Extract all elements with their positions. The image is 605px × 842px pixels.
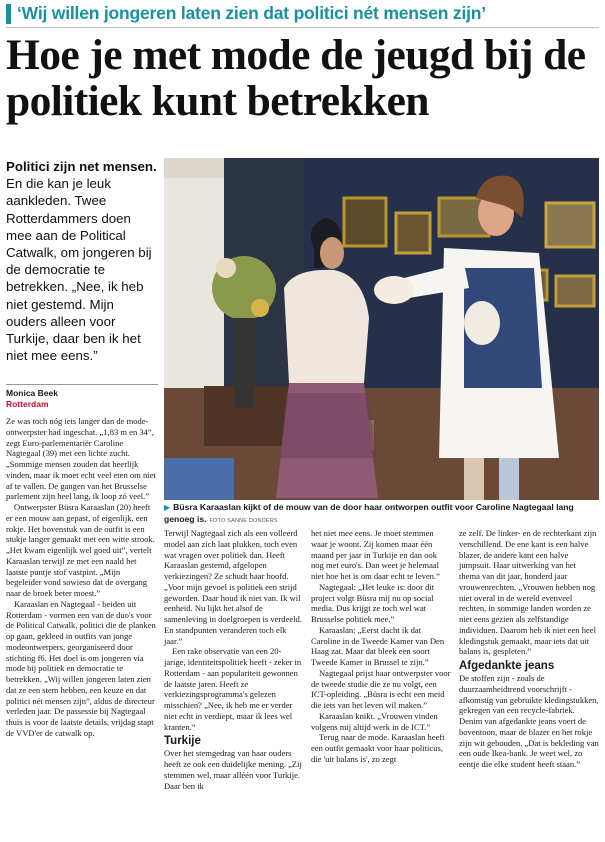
article-photo [164, 158, 599, 500]
byline-place: Rotterdam [6, 399, 49, 409]
caption-marker-icon: ▶ [164, 503, 171, 512]
intro [6, 158, 158, 364]
photo-illustration [164, 158, 599, 500]
paragraph: het niet mee eens. Je moet stemmen waar je woont. Zij komen maar één maand per jaar in Turkije en dan ook nog met euro's. Dan weet je helemaal niet hoe het is om daar echt te leven.” [311, 528, 440, 581]
byline [6, 384, 158, 410]
headline: Hoe je met mode de jeugd bij de politiek kunt betrekken [6, 31, 586, 125]
paragraph: Een rake observatie van een 20-jarige, identiteitspolitiek heeft - zeker in Rotterdam - aan populariteit gewonnen de laatste jaren. Heeft ze verkiezingsprogramma's gelezen misschien? „Nee, ik heb me er verder niet echt in verdiept, maar ik lees wel kranten.” [164, 646, 302, 732]
paragraph: Karaaslan knikt. „Vrouwen vinden volgens mij altijd werk in de ICT.” [311, 710, 438, 732]
paragraph: De stoffen zijn - zoals de duurzaamheidtrend voorschrijft - afkomstig van gebruikte kledingstukken, gekregen van een recycle-fabriek. Denim van afgedankte jeans voert de boventoon, maar de blazer en het rokje zijn wit gebouden. „Dat is bekleding van een oude Ikea-bank. Je weet wel, zo eentje die elke student heeft staan.” [459, 673, 599, 769]
intro-lead: Politici zijn net mensen. [6, 159, 157, 174]
kicker-accent [6, 4, 11, 24]
byline-author: Monica Beek [6, 388, 58, 398]
paragraph: Nagtegaal prijst haar ontwerpster voor de tweede studie die ze nu volgt, een ICT-opleiding. „Büsra is echt een meid die iets van het leven wil maken.” [311, 667, 451, 710]
paragraph: Karaaslan: „Eerst dacht ik dat Caroline in de Tweede Kamer van Den Haag zat. Maar dat bleek een soort Tweede Kamer in Brussel te zijn.” [311, 624, 445, 667]
article-column-3 [311, 528, 451, 765]
photo-credit: FOTO SANNE DONDERS [209, 517, 278, 524]
caption-text: Büsra Karaaslan kijkt of de mouw van de door haar ontworpen outfit voor Caroline Nagtegaal lang genoeg is. [164, 502, 574, 524]
intro-text: En die kan je leuk aankleden. Twee Rotterdammers doen mee aan de Political Catwalk, om jongeren bij de democratie te betrekken. „Nee, ik heb niet gestemd. Mijn ouders alleen voor Turkije, daar ben ik het niet mee eens.” [6, 176, 152, 364]
article-column-4 [459, 528, 599, 770]
paragraph: Ontwerpster Büsra Karaaslan (20) heeft er een mouw aan gepast, of eigenlijk, een rokje. Het bovenstuk van de outfit is een stukje langer gemaakt met een witte strook. „Het kwam eigenlijk wel goed uit”, vertelt Karaaslan terwijl ze met een naald het laatste puntje stof vastpint. „Mijn begeleider vond sowieso dat de overgang naar de broek beter moest.” [6, 502, 155, 598]
paragraph: Terug naar de mode. Karaaslan heeft een outfit gemaakt voor haar politicus, die 'uit balans is', zo zegt [311, 732, 445, 764]
paragraph: Ze was toch nóg iets langer dan de mode-ontwerpster had ingeschat. „1,83 m en 34”, zegt Euro-parlementariër Caroline Nagtegaal (39) met een lichte zucht. „Sommige mensen zouden dat heerlijk vinden, maar ik moet echt veel eten om niet af te vallen. De gangen van het Brusselse parlement zijn heel lang, ik loop zó veel.” [6, 416, 156, 502]
paragraph: Over het stemgedrag van haar ouders heeft ze ook een duidelijke mening. „Zij stemmen wel, maar alléén voor Turkije. Daar ben ik [164, 748, 302, 791]
subheading-turkije: Turkije [164, 735, 201, 748]
paragraph: ze zelf. De linker- en de rechterkant zijn verschillend. De ene kant is een halve blazer, de andere kant een halve jumpsuit. Haar uitwerking van het thema van dit jaar, honderd jaar vrouwenrechten. „Vrouwen hebben nog niet overal in de wereld evenveel rechten, in sommige landen worden ze niet eens gezien als zelfstandige individuen. Daarom heb ik niet een heel kledingstuk gemaakt, maar iets dat uit balans is, gespleten.” [459, 528, 597, 657]
paragraph: Nagtegaal: „Het leuke is: door dit project volgt Büsra mij nu op social media. Dus krijgt ze toch wel wat Brusselse politiek mee.” [311, 581, 435, 624]
paragraph: Karaaslan en Nagtegaal - beiden uit Rotterdam - vormen een van de duo's voor de Political Catwalk, politici die de planken op gaan, gekleed in outfits van jonge modeontwerpers, georganiseerd door stichting f6. Het doel is om jongeren via mode bij politiek en democratie te betrekken. „Wij willen jongeren laten zien dat ze een stem hebben, een keuze en dat politici nét mensen zijn”, aldus de directeur verleden jaar. De passessie bij Nagtegaal thuis is voor de laatste details, vrijdag stapt de VVD'er de catwalk op. [6, 598, 156, 738]
photo-caption [164, 502, 599, 526]
kicker-text: ‘Wij willen jongeren laten zien dat politici nét mensen zijn’ [17, 3, 486, 23]
article-column-2 [164, 528, 302, 791]
subheading-afgedankte-jeans: Afgedankte jeans [459, 660, 555, 672]
kicker-bar [6, 0, 599, 28]
paragraph: Terwijl Nagtegaal zich als een volleerd model aan zich laat plukken, toch even wat vragen over politiek dan. Heeft Karaaslan gestemd, afgelopen verkiezingen? Ze schudt haar hoofd. „Voor mijn gevoel is politiek een strijd geworden. Daar houd ik niet van. Ik wil eenheid. Nu lijkt het alsof de samenleving in doelgroepen is verdeeld. En standpunten veranderen toch elk jaar.” [164, 528, 302, 646]
article-column-1 [6, 416, 156, 739]
